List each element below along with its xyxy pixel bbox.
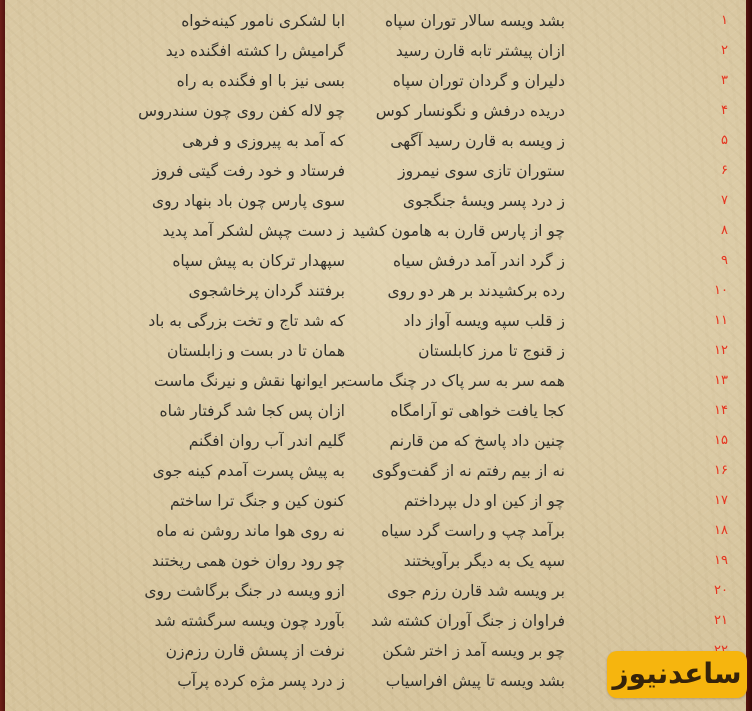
hemistich-left: گلیم اندر آب روان افگنم bbox=[188, 432, 345, 450]
verse-number: ۲ bbox=[721, 43, 728, 58]
saednews-logo-label: ساعدنیوز bbox=[612, 656, 742, 690]
verse-number: ۹ bbox=[721, 253, 728, 268]
hemistich-left: ازان پس کجا شد گرفتار شاه bbox=[159, 402, 345, 420]
verse-row bbox=[0, 306, 752, 336]
verse-row bbox=[0, 336, 752, 366]
verse-number: ۵ bbox=[721, 133, 728, 148]
verse-row bbox=[0, 246, 752, 276]
verse-row bbox=[0, 216, 752, 246]
hemistich-right: ستوران تازی سوی نیمروز bbox=[398, 162, 565, 180]
verse-number: ۱۵ bbox=[714, 433, 728, 448]
hemistich-right: ز درد پسر ویسهٔ جنگجوی bbox=[402, 192, 565, 210]
hemistich-left: ز درد پسر مژه کرده پرآب bbox=[177, 672, 345, 690]
verse-number: ۲۱ bbox=[714, 613, 728, 628]
verse-row bbox=[0, 96, 752, 126]
hemistich-right: دلیران و گردان توران سپاه bbox=[392, 72, 565, 90]
hemistich-left: سوی پارس چون باد بنهاد روی bbox=[152, 192, 345, 210]
verse-row bbox=[0, 366, 752, 396]
hemistich-right: رده برکشیدند بر هر دو روی bbox=[387, 282, 565, 300]
verse-number: ۸ bbox=[721, 223, 728, 238]
verse-row bbox=[0, 606, 752, 636]
hemistich-left: بسی نیز با او فگنده به راه bbox=[176, 72, 345, 90]
hemistich-right: همه سر به سر پاک در چنگ ماست bbox=[342, 372, 565, 390]
hemistich-left: ازو ویسه در جنگ برگاشت روی bbox=[144, 582, 345, 600]
hemistich-right: برآمد چپ و راست گرد سیاه bbox=[381, 522, 565, 540]
verse-number: ۱۳ bbox=[714, 373, 728, 388]
verse-row bbox=[0, 276, 752, 306]
verse-row bbox=[0, 126, 752, 156]
hemistich-right: چو بر ویسه آمد ز اختر شکن bbox=[382, 642, 565, 660]
hemistich-right: فراوان ز جنگ آوران کشته شد bbox=[371, 612, 565, 630]
hemistich-left: چو رود روان خون همی ریختند bbox=[151, 552, 345, 570]
right-edge-border bbox=[746, 0, 752, 711]
hemistich-right: دریده درفش و نگونسار کوس bbox=[375, 102, 565, 120]
left-edge-border bbox=[0, 0, 5, 711]
verse-number: ۱۴ bbox=[714, 403, 728, 418]
hemistich-left: همان تا در بست و زابلستان bbox=[167, 342, 345, 360]
hemistich-left: ابا لشکری نامور کینه‌خواه bbox=[181, 12, 345, 30]
verse-row bbox=[0, 186, 752, 216]
verse-number: ۱۶ bbox=[714, 463, 728, 478]
verse-number: ۱۹ bbox=[714, 553, 728, 568]
hemistich-right: نه از بیم رفتم نه از گفت‌وگوی bbox=[371, 462, 565, 480]
hemistich-right: چو از پارس قارن به هامون کشید bbox=[352, 222, 565, 240]
hemistich-right: ز گرد اندر آمد درفش سیاه bbox=[392, 252, 565, 270]
verse-row bbox=[0, 6, 752, 36]
hemistich-right: ز ویسه به قارن رسید آگهی bbox=[390, 132, 565, 150]
verse-number: ۷ bbox=[721, 193, 728, 208]
verse-number: ۱۱ bbox=[714, 313, 728, 328]
verse-row bbox=[0, 546, 752, 576]
hemistich-left: نه روی هوا ماند روشن نه ماه bbox=[156, 522, 345, 540]
verse-row bbox=[0, 456, 752, 486]
verse-number: ۱۰ bbox=[714, 283, 728, 298]
hemistich-right: بشد ویسه تا پیش افراسیاب bbox=[385, 672, 565, 690]
verse-row bbox=[0, 486, 752, 516]
verse-number: ۱۸ bbox=[714, 523, 728, 538]
hemistich-left: که آمد به پیروزی و فرهی bbox=[182, 132, 345, 150]
hemistich-right: ازان پیشتر تابه قارن رسید bbox=[395, 42, 565, 60]
hemistich-right: چنین داد پاسخ که من قارنم bbox=[389, 432, 565, 450]
verse-row bbox=[0, 156, 752, 186]
hemistich-left: چو لاله کفن روی چون سندروس bbox=[138, 102, 345, 120]
verse-number: ۱۲ bbox=[714, 343, 728, 358]
hemistich-left: برفتند گردان پرخاشجوی bbox=[188, 282, 345, 300]
verse-number: ۱۷ bbox=[714, 493, 728, 508]
verse-row bbox=[0, 426, 752, 456]
hemistich-right: بشد ویسه سالار توران سپاه bbox=[385, 12, 565, 30]
hemistich-right: بر ویسه شد قارن رزم جوی bbox=[387, 582, 565, 600]
hemistich-right: ز قنوج تا مرز کابلستان bbox=[418, 342, 565, 360]
hemistich-left: فرستاد و خود رفت گیتی فروز bbox=[152, 162, 345, 180]
hemistich-left: گرامیش را کشته افگنده دید bbox=[165, 42, 345, 60]
verse-number: ۱ bbox=[721, 13, 728, 28]
saednews-logo bbox=[607, 651, 747, 698]
hemistich-left: که شد تاج و تخت بزرگی به باد bbox=[148, 312, 345, 330]
verse-row bbox=[0, 576, 752, 606]
verse-row bbox=[0, 36, 752, 66]
verse-row bbox=[0, 396, 752, 426]
hemistich-left: نرفت از پسش قارن رزم‌زن bbox=[165, 642, 345, 660]
hemistich-right: کجا یافت خواهی تو آرامگاه bbox=[390, 402, 565, 420]
hemistich-left: سپهدار ترکان به پیش سپاه bbox=[172, 252, 345, 270]
hemistich-right: چو از کین او دل بپرداختم bbox=[403, 492, 565, 510]
hemistich-left: به پیش پسرت آمدم کینه جوی bbox=[152, 462, 345, 480]
hemistich-left: کنون کین و جنگ ترا ساختم bbox=[169, 492, 345, 510]
verse-number: ۳ bbox=[721, 73, 728, 88]
verse-row bbox=[0, 66, 752, 96]
hemistich-right: سپه یک به دیگر برآویختند bbox=[403, 552, 565, 570]
hemistich-left: بآورد چون ویسه سرگشته شد bbox=[154, 612, 345, 630]
verse-number: ۴ bbox=[721, 103, 728, 118]
hemistich-right: ز قلب سپه ویسه آواز داد bbox=[403, 312, 565, 330]
verse-row bbox=[0, 516, 752, 546]
verse-number: ۶ bbox=[721, 163, 728, 178]
hemistich-left: ز دست چپش لشکر آمد پدید bbox=[162, 222, 345, 240]
verse-number: ۲۰ bbox=[714, 583, 728, 598]
hemistich-left: بر ایوانها نقش و نیرنگ ماست bbox=[154, 372, 345, 390]
